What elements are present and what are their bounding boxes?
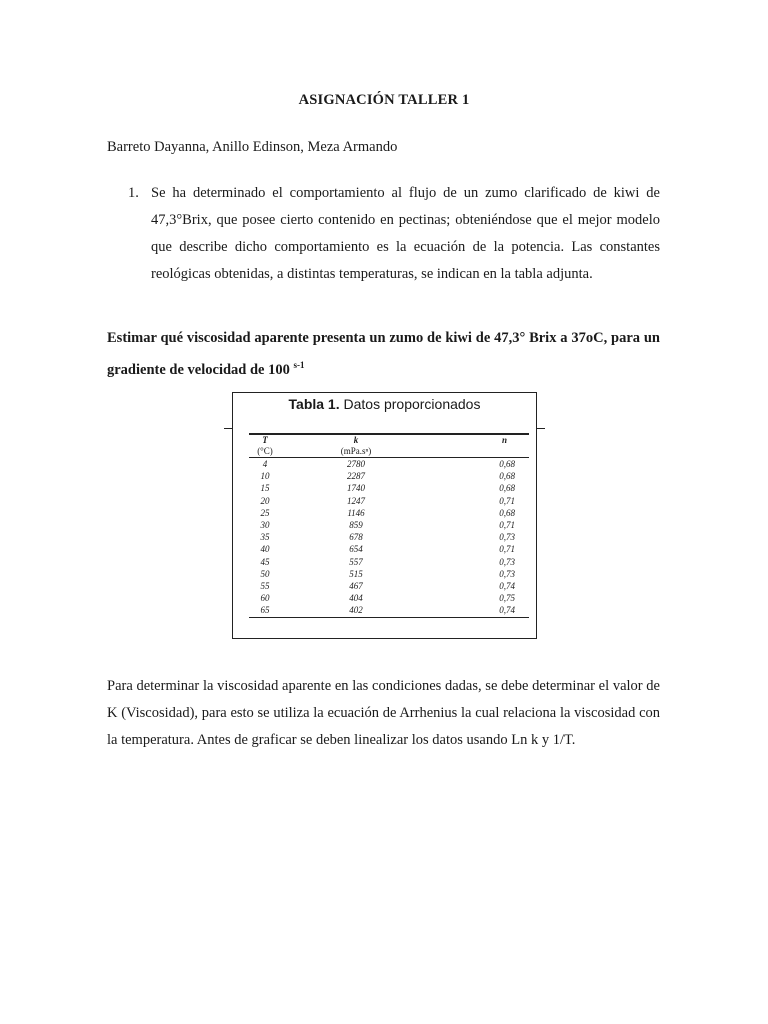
cell-n: 0,68: [499, 483, 515, 494]
cell-n: 0,73: [499, 532, 515, 543]
question-statement: [107, 325, 660, 384]
table-row: [249, 592, 529, 604]
table-rule-tick-left: [224, 428, 232, 429]
list-item-text: Se ha determinado el comportamiento al flujo de un zumo clarificado de kiwi de 47,3°Brix, que posee cierto contenido en pectinas; obteniéndose que el mejor modelo que describe dicho comportamiento es la ecuación de la potencia. Las constantes reológicas obtenidas, a distintas temperaturas, se indican en la tabla adjunta.: [151, 185, 660, 282]
table-caption: [233, 396, 536, 412]
table-row: [249, 604, 529, 617]
authors-line: Barreto Dayanna, Anillo Edinson, Meza Armando: [107, 139, 398, 155]
table-caption-label: Tabla 1.: [288, 396, 340, 412]
cell-k: 404: [349, 593, 363, 604]
table-row: [249, 470, 529, 482]
table-rule-tick-right: [537, 428, 545, 429]
cell-k: 1247: [347, 495, 365, 506]
table-row: [249, 495, 529, 507]
document-title: ASIGNACIÓN TALLER 1: [298, 92, 470, 108]
table-row: [249, 519, 529, 531]
cell-n: 0,71: [499, 495, 515, 506]
cell-k: 402: [281, 604, 431, 617]
table-row: [249, 458, 529, 471]
list-item-number: 1.: [128, 185, 139, 201]
header-n: n: [501, 435, 507, 445]
unit-k: (mPa.sⁿ): [281, 446, 431, 458]
table-row: [249, 507, 529, 519]
cell-k: 1146: [347, 507, 365, 518]
data-table-figure: [232, 392, 537, 639]
cell-n: 0,75: [499, 593, 515, 604]
cell-k: 515: [349, 568, 363, 579]
cell-n: 0,74: [431, 604, 529, 617]
unit-n: [431, 446, 529, 458]
unit-temperature: (°C): [249, 446, 281, 458]
question-unit-superscript: s-1: [293, 360, 305, 370]
table-row: [249, 482, 529, 494]
list-item: [107, 180, 660, 288]
cell-temperature: 50: [260, 568, 270, 579]
table-unit-row: [249, 446, 529, 458]
cell-k: 678: [349, 532, 363, 543]
cell-n: 0,73: [499, 556, 515, 567]
table-row: [249, 531, 529, 543]
cell-n: 0,71: [499, 520, 515, 531]
cell-temperature: 60: [260, 593, 270, 604]
cell-n: 0,68: [499, 507, 515, 518]
table-row: [249, 580, 529, 592]
cell-k: 467: [349, 581, 363, 592]
cell-temperature: 10: [260, 471, 270, 482]
cell-temperature: 20: [260, 495, 270, 506]
cell-k: 557: [349, 556, 363, 567]
table-row: [249, 543, 529, 555]
cell-k: 1740: [347, 483, 365, 494]
cell-temperature: 4: [262, 459, 268, 469]
data-table: [249, 433, 529, 618]
cell-temperature: 55: [260, 581, 270, 592]
cell-temperature: 35: [260, 532, 270, 543]
cell-k: 859: [349, 520, 363, 531]
cell-n: 0,73: [499, 568, 515, 579]
table-row: [249, 556, 529, 568]
question-text: Estimar qué viscosidad aparente presenta un zumo de kiwi de 47,3° Brix a 37oC, para un gradiente de velocidad de 100: [107, 330, 660, 378]
header-k: k: [353, 435, 359, 445]
cell-n: 0,68: [499, 471, 515, 482]
cell-temperature: 25: [260, 507, 270, 518]
cell-temperature: 45: [260, 556, 270, 567]
cell-k: 2287: [347, 471, 365, 482]
cell-temperature: 65: [249, 604, 281, 617]
cell-temperature: 30: [260, 520, 270, 531]
body-paragraph: Para determinar la viscosidad aparente en las condiciones dadas, se debe determinar el valor de K (Viscosidad), para esto se utiliza la ecuación de Arrhenius la cual relaciona la viscosidad con la temperatura. Antes de graficar se deben linealizar los datos usando Ln k y 1/T.: [107, 678, 660, 748]
cell-n: 0,71: [499, 544, 515, 555]
header-temperature: T: [262, 435, 268, 445]
cell-k: 2780: [347, 459, 365, 469]
cell-n: 0,74: [499, 581, 515, 592]
cell-n: 0,68: [499, 459, 515, 469]
table-row: [249, 568, 529, 580]
cell-temperature: 15: [260, 483, 270, 494]
cell-temperature: 40: [260, 544, 270, 555]
cell-k: 654: [349, 544, 363, 555]
table-header-row: [249, 435, 529, 446]
table-caption-text: Datos proporcionados: [339, 396, 481, 412]
